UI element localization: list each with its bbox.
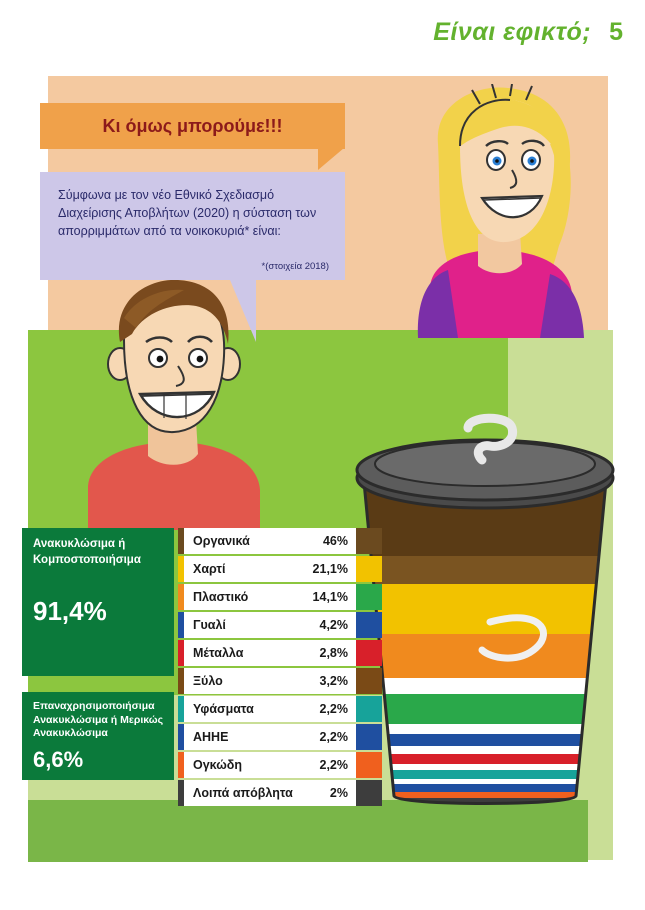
summary-box-recyclable — [22, 528, 174, 676]
legend-label: Υφάσματα — [193, 702, 254, 716]
legend-color-chip — [356, 752, 382, 778]
legend-value: 46% — [322, 534, 348, 548]
speech-bubble-lavender — [40, 172, 345, 280]
legend-value: 2,2% — [319, 702, 348, 716]
speech-bubble-lavender-tail — [212, 280, 256, 342]
legend-row — [178, 696, 356, 722]
legend-color-chip — [356, 556, 382, 582]
white-bottom-margin — [0, 862, 645, 910]
legend-value: 2,8% — [319, 646, 348, 660]
legend-color-chip — [356, 584, 382, 610]
legend-color-chip — [356, 640, 382, 666]
legend-label: Λοιπά απόβλητα — [193, 786, 293, 800]
legend-label: Οργανικά — [193, 534, 250, 548]
summary-reusable-value: 6,6% — [33, 746, 84, 772]
woman-illustration — [400, 84, 600, 338]
legend-row — [178, 780, 356, 806]
speech-bubble-orange-text: Κι όμως μπορούμε!!! — [102, 115, 283, 136]
legend-label: Ογκώδη — [193, 758, 243, 772]
legend-row — [178, 528, 356, 554]
page-number: 5 — [609, 18, 623, 46]
legend-color-chip — [356, 612, 382, 638]
legend-value: 2,2% — [319, 758, 348, 772]
legend-label: Μέταλλα — [193, 646, 244, 660]
speech-bubble-orange-tail — [318, 148, 344, 170]
legend-color-chip — [356, 780, 382, 806]
speech-bubble-footnote: *(στοιχεία 2018) — [261, 261, 329, 272]
legend-value: 2% — [329, 786, 348, 800]
legend-value: 14,1% — [312, 590, 348, 604]
legend-label: Γυαλί — [193, 618, 226, 632]
summary-box-reusable — [22, 692, 174, 780]
legend-row — [178, 752, 356, 778]
summary-reusable-label: Επαναχρησιμοποιήσιμα Ανακυκλώσιμα ή Μερικώς Ανακυκλώσιμα — [33, 700, 164, 740]
legend-row — [178, 640, 356, 666]
page-title: Είναι εφικτό; — [433, 18, 592, 46]
legend-label: Ξύλο — [193, 674, 223, 688]
legend-color-chip — [356, 696, 382, 722]
legend-label: Χαρτί — [193, 562, 226, 576]
legend-value: 21,1% — [312, 562, 348, 576]
legend-value: 4,2% — [319, 618, 348, 632]
legend-label: Πλαστικό — [193, 590, 249, 604]
summary-recyclable-value: 91,4% — [33, 596, 107, 627]
legend-row — [178, 612, 356, 638]
page-header — [433, 18, 623, 47]
speech-bubble-orange — [40, 103, 345, 149]
legend-row — [178, 724, 356, 750]
legend-color-chip — [356, 668, 382, 694]
legend-row — [178, 584, 356, 610]
waste-composition-legend — [178, 528, 356, 808]
legend-color-chip — [356, 528, 382, 554]
waste-cup-illustration — [340, 412, 630, 812]
legend-value: 2,2% — [319, 730, 348, 744]
legend-value: 3,2% — [319, 674, 348, 688]
legend-color-chip — [356, 724, 382, 750]
legend-label: ΑΗΗΕ — [193, 730, 229, 744]
summary-recyclable-label: Ανακυκλώσιμα ή Κομποστοποιήσιμα — [33, 538, 141, 566]
legend-row — [178, 556, 356, 582]
speech-bubble-lavender-text: Σύμφωνα με τον νέο Εθνικό Σχεδιασμό Διαχείρισης Αποβλήτων (2020) η σύσταση των απορριμμάτων από τα νοικοκυριά* είναι: — [58, 188, 317, 239]
legend-row — [178, 668, 356, 694]
